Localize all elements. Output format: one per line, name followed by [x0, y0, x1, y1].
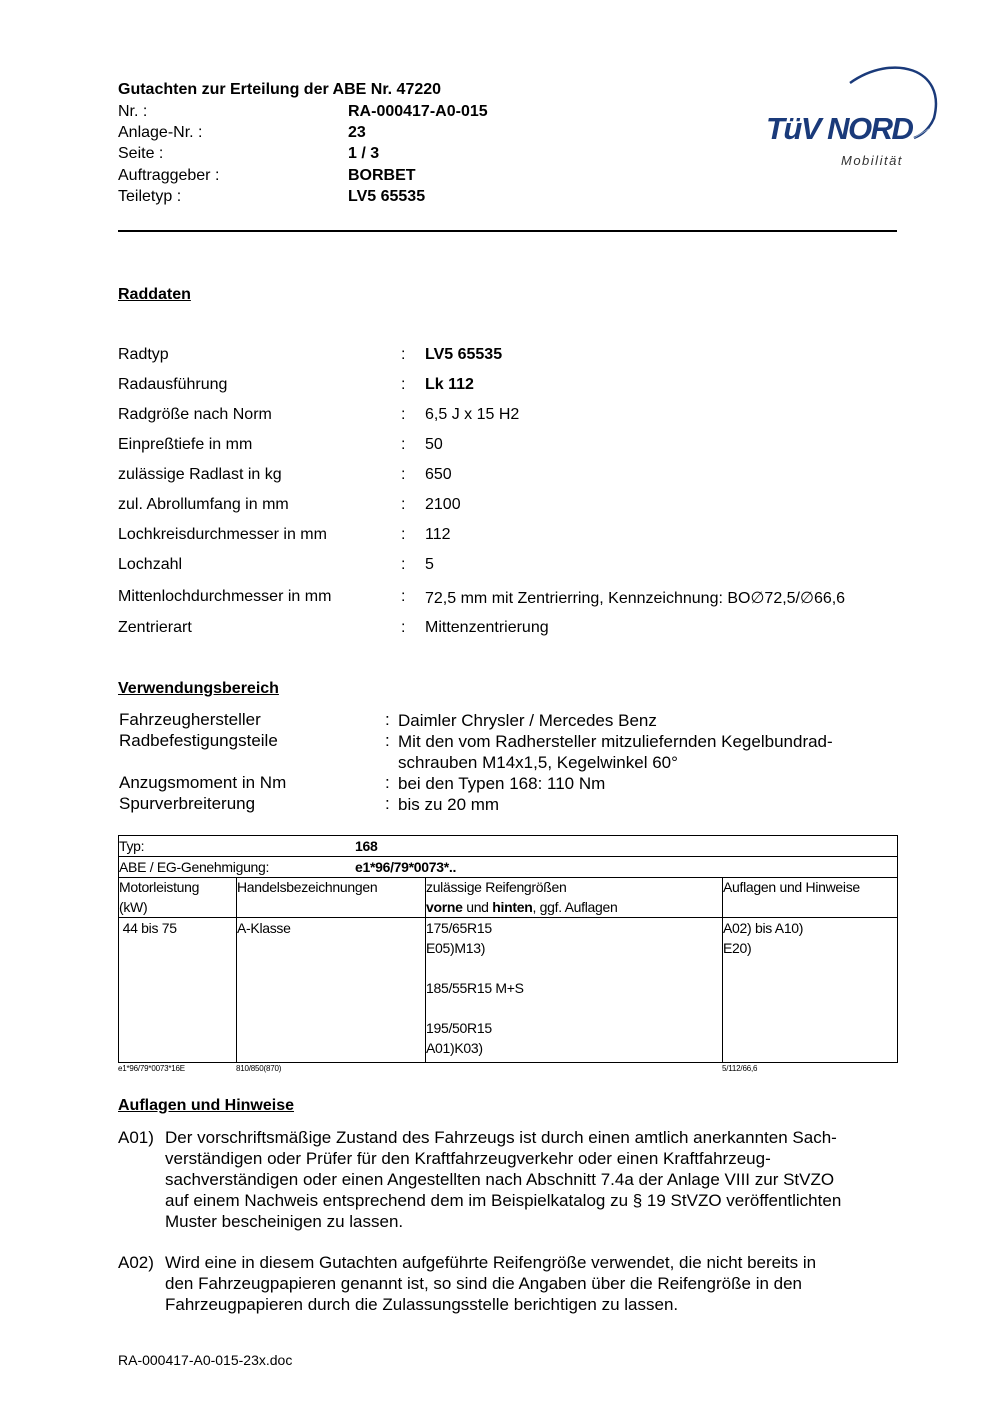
raddaten-row — [118, 556, 918, 578]
raddaten-value: 5 — [425, 556, 434, 573]
raddaten-label: Mittenlochdurchmesser in mm — [118, 588, 332, 605]
auflage-text — [165, 1252, 905, 1315]
raddaten-label: Radgröße nach Norm — [118, 406, 272, 423]
auflage-text — [165, 1127, 905, 1232]
raddaten-label: zulässige Radlast in kg — [118, 466, 282, 483]
raddaten-row — [118, 376, 918, 398]
auflage-text-line: Fahrzeugpapieren durch die Zulassungsstelle berichtigen zu lassen. — [165, 1295, 679, 1314]
raddaten-row — [118, 406, 918, 428]
section-title-raddaten: Raddaten — [118, 286, 191, 303]
abe-label: ABE / EG-Genehmigung: — [119, 859, 270, 875]
cell-motor: 44 bis 75 — [119, 920, 177, 936]
footnote-right: 5/112/66,6 — [722, 1064, 758, 1073]
abe-value: e1*96/79*0073*.. — [355, 859, 457, 875]
raddaten-colon: : — [401, 496, 406, 513]
col-header-handel: Handelsbezeichnungen — [237, 879, 378, 895]
raddaten-row — [118, 496, 918, 518]
raddaten-value: Lk 112 — [425, 376, 474, 393]
header-value: BORBET — [348, 167, 416, 184]
raddaten-colon: : — [401, 406, 406, 423]
raddaten-label: Lochzahl — [118, 556, 183, 573]
auflage-text-line: Wird eine in diesem Gutachten aufgeführte Reifengröße verwendet, die nicht bereits in — [165, 1253, 817, 1272]
reifen-line: 185/55R15 M+S — [426, 980, 524, 996]
auflage-code: A01) — [118, 1128, 154, 1147]
verwendung-value-line: Daimler Chrysler / Mercedes Benz — [398, 711, 657, 730]
header-value: LV5 65535 — [348, 188, 426, 205]
raddaten-row — [118, 346, 918, 368]
logo-graphic — [762, 58, 942, 173]
reifen-vorne: vorne — [426, 899, 463, 915]
raddaten-colon: : — [401, 526, 406, 543]
reifen-auflagen: , ggf. Auflagen — [532, 899, 618, 915]
col-header-reifen-sub — [426, 897, 618, 917]
header-label: Seite : — [118, 145, 164, 162]
header-value: 23 — [348, 124, 366, 141]
raddaten-colon: : — [401, 466, 406, 483]
verwendung-value-line: bei den Typen 168: 110 Nm — [398, 774, 606, 793]
typ-label: Typ: — [119, 838, 145, 854]
raddaten-colon: : — [401, 588, 406, 605]
footnote-left: e1*96/79*0073*16E — [118, 1064, 185, 1073]
auflage-text-line: verständigen oder Prüfer für den Kraftfahrzeugverkehr oder einen Kraftfahrzeug- — [165, 1149, 771, 1168]
reifen-line — [426, 958, 524, 978]
footnote-mid: 810/850(870) — [236, 1064, 282, 1073]
section-title-verwendungsbereich: Verwendungsbereich — [118, 680, 279, 697]
raddaten-value: 650 — [425, 466, 452, 483]
verwendung-value — [398, 710, 657, 731]
auflage-text-line: Der vorschriftsmäßige Zustand des Fahrzeugs ist durch einen amtlich anerkannten Sach- — [165, 1128, 837, 1147]
raddaten-value: 112 — [425, 526, 451, 543]
auflage-text-line: sachverständigen oder einen Angestellten nach Abschnitt 7.4a der Anlage VIII zur StVZO — [165, 1170, 835, 1189]
typ-value: 168 — [355, 838, 378, 854]
col-header-reifen: zulässige Reifengrößen — [426, 879, 567, 895]
verwendung-label: Spurverbreiterung — [119, 794, 256, 813]
reifen-line: 195/50R15 — [426, 1020, 492, 1036]
verwendung-colon: : — [385, 794, 390, 813]
header-label: Nr. : — [118, 103, 148, 120]
header-label: Anlage-Nr. : — [118, 124, 203, 141]
header-label: Teiletyp : — [118, 188, 182, 205]
reifen-line — [426, 998, 524, 1018]
verwendung-value — [398, 773, 605, 794]
raddaten-row — [118, 436, 918, 458]
raddaten-value: LV5 65535 — [425, 346, 503, 363]
raddaten-label: Lochkreisdurchmesser in mm — [118, 526, 327, 543]
raddaten-colon: : — [401, 556, 406, 573]
logo-brand: TüV NORD — [766, 111, 913, 146]
header-value: RA-000417-A0-015 — [348, 103, 488, 120]
raddaten-row — [118, 619, 918, 641]
cell-reifen — [426, 918, 524, 1058]
reifen-und: und — [462, 899, 493, 915]
verwendung-value-line: Mit den vom Radhersteller mitzuliefernden Kegelbundrad- — [398, 732, 833, 751]
raddaten-value: 2100 — [425, 496, 461, 513]
auflage-text-line: Muster bescheinigen zu lassen. — [165, 1212, 404, 1231]
verwendung-value — [398, 731, 833, 773]
col-header-motor: Motorleistung — [119, 879, 200, 895]
logo-subtitle: Mobilität — [841, 153, 903, 168]
raddaten-colon: : — [401, 346, 406, 363]
raddaten-label: Radtyp — [118, 346, 169, 363]
raddaten-colon: : — [401, 436, 406, 453]
raddaten-label: Radausführung — [118, 376, 228, 393]
raddaten-row — [118, 466, 918, 488]
verwendung-value — [398, 794, 499, 815]
verwendung-colon: : — [385, 773, 390, 792]
col-header-motor-unit: (kW) — [119, 899, 148, 915]
auflage-text-line: auf einem Nachweis entsprechend dem im Beispielkatalog zu § 19 StVZO veröffentlichten — [165, 1191, 842, 1210]
tuev-nord-logo — [762, 58, 942, 173]
vehicle-table — [118, 835, 898, 1073]
raddaten-colon: : — [401, 619, 406, 636]
verwendung-value-line: bis zu 20 mm — [398, 795, 500, 814]
verwendung-label: Radbefestigungsteile — [119, 731, 278, 750]
raddaten-label: Zentrierart — [118, 619, 192, 636]
raddaten-row — [118, 588, 918, 610]
verwendung-label: Anzugsmoment in Nm — [119, 773, 287, 792]
raddaten-label: zul. Abrollumfang in mm — [118, 496, 289, 513]
footer-filename: RA-000417-A0-015-23x.doc — [118, 1352, 293, 1368]
auflage-code: A02) — [118, 1253, 154, 1272]
reifen-line: A01)K03) — [426, 1040, 483, 1056]
verwendung-value-line: schrauben M14x1,5, Kegelwinkel 60° — [398, 753, 678, 772]
reifen-line: 175/65R15 — [426, 920, 492, 936]
header-label: Auftraggeber : — [118, 167, 220, 184]
col-header-auflagen: Auflagen und Hinweise — [723, 879, 860, 895]
raddaten-row — [118, 526, 918, 548]
cell-handel: A-Klasse — [237, 920, 291, 936]
raddaten-value: Mittenzentrierung — [425, 619, 549, 636]
cell-auflagen — [723, 918, 803, 958]
raddaten-label: Einpreßtiefe in mm — [118, 436, 253, 453]
auflagen-line: E20) — [723, 940, 752, 956]
header-value: 1 / 3 — [348, 145, 380, 162]
raddaten-value: 6,5 J x 15 H2 — [425, 406, 520, 423]
reifen-line: E05)M13) — [426, 940, 486, 956]
auflage-text-line: den Fahrzeugpapieren genannt ist, so sind die Angaben über die Reifengröße in den — [165, 1274, 803, 1293]
document-title: Gutachten zur Erteilung der ABE Nr. 47220 — [118, 81, 442, 98]
auflagen-line: A02) bis A10) — [723, 920, 804, 936]
verwendung-colon: : — [385, 710, 390, 729]
header-divider — [118, 230, 897, 232]
reifen-hinten: hinten — [492, 899, 533, 915]
verwendung-colon: : — [385, 731, 390, 750]
verwendung-label: Fahrzeughersteller — [119, 710, 261, 729]
raddaten-colon: : — [401, 376, 406, 393]
raddaten-value: 50 — [425, 436, 443, 453]
raddaten-value: 72,5 mm mit Zentrierring, Kennzeichnung: BO∅72,5/∅66,6 — [425, 590, 846, 607]
section-title-auflagen: Auflagen und Hinweise — [118, 1097, 295, 1114]
